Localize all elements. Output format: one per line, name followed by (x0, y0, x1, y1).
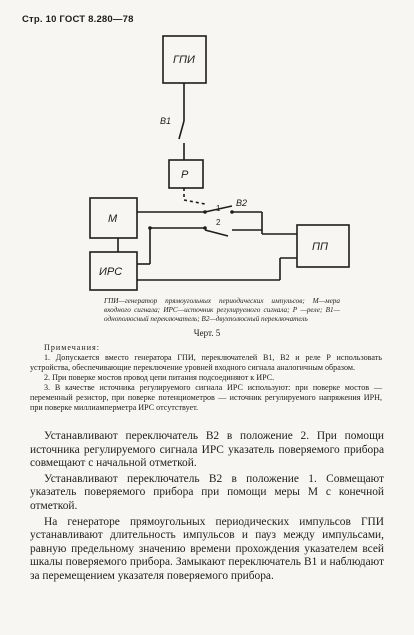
gpi-label: ГПИ (173, 54, 195, 66)
page-header: Стр. 10 ГОСТ 8.280—78 (22, 14, 134, 25)
switch-b1-label: В1 (160, 116, 172, 126)
body-paragraph: Устанавливают переключатель В2 в положение 1. Совмещают указатель поверяемого прибора при помощи меры М с конечной отметкой. (30, 472, 384, 512)
note-item: 3. В качестве источника регулируемого сигнала ИРС используют: при поверке мостов — переменный резистор, при поверке потенциометров — источник регулируемого напряжения ИРН, при поверке миллиамперметра ИРС отсутствует. (30, 383, 382, 412)
device-label: ПП (312, 241, 328, 253)
notes-section (30, 343, 382, 413)
figure-caption: ГПИ—генератор прямоугольных периодических импульсов; М—мера входного сигнала; ИРС—источник регулируемого сигнала; Р —реле; В1—однополюсный переключатель; В2—двухполюсный переключатель (104, 297, 340, 323)
contact-2-label: 2 (216, 218, 221, 227)
figure-label: Черт. 5 (193, 328, 221, 338)
body-paragraph: На генераторе прямоугольных периодических импульсов ГПИ устанавливают длительность импульсов и пауз между импульсами, равную предельному значению времени прохождения указателем всей шкалы поверяемого прибора. Замыкают переключатель В1 и наблюдают за перемещением указателя поверяемого прибора. (30, 515, 384, 582)
main-text (30, 430, 384, 584)
circuit-diagram (0, 0, 414, 300)
meter-label: М (108, 213, 118, 225)
note-item: 2. При поверке мостов провод цепи питания подсоединяют к ИРС. (44, 373, 275, 382)
relay-label: Р (181, 169, 189, 181)
switch-b2-label: В2 (236, 198, 248, 208)
irs-label: ИРС (99, 266, 123, 278)
body-paragraph: Устанавливают переключатель В2 в положение 2. При помощи источника регулируемого сигнала ИРС указатель поверяемого прибора совмещают с начальной отметкой. (30, 430, 384, 470)
contact-1-label: 1 (216, 204, 221, 213)
note-item: 1. Допускается вместо генератора ГПИ, переключателей В1, В2 и реле Р использовать устройства, обеспечивающие переключение уровней входного сигнала аналогичным образом. (30, 353, 382, 372)
notes-title: Примечания: (44, 343, 101, 352)
switch-b1 (179, 121, 184, 139)
